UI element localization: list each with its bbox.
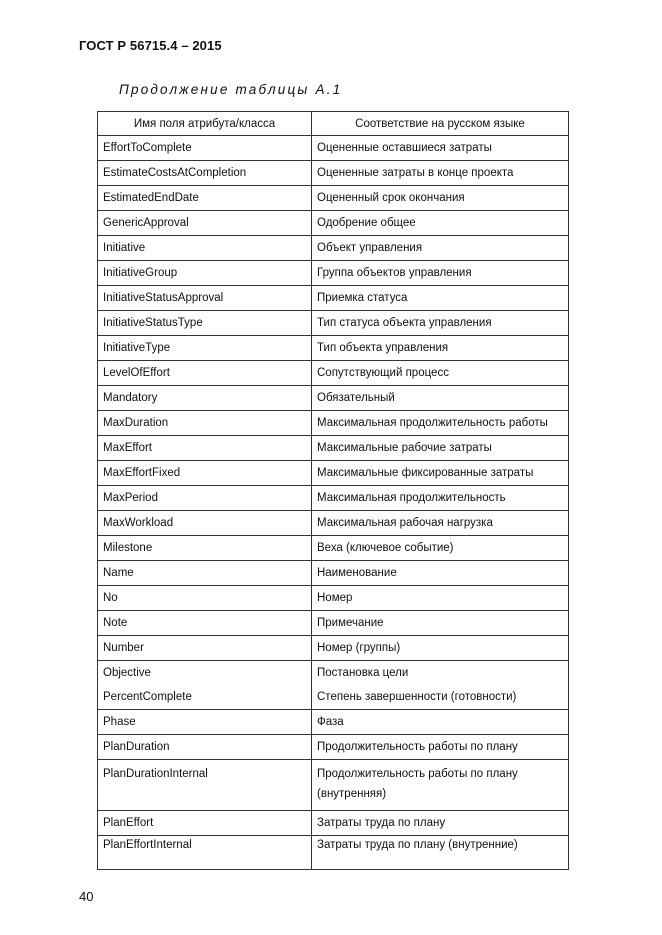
translation-cell: Тип статуса объекта управления: [312, 311, 569, 336]
translation-cell: Максимальные фиксированные затраты: [312, 461, 569, 486]
translation-cell: Затраты труда по плану: [312, 811, 569, 836]
translation-cell: Тип объекта управления: [312, 336, 569, 361]
table-row: [98, 685, 569, 710]
table-row: [98, 436, 569, 461]
table-row: [98, 311, 569, 336]
table-row: [98, 536, 569, 561]
translation-cell: Степень завершенности (готовности): [312, 685, 569, 710]
attribute-cell: Mandatory: [98, 386, 312, 411]
attribute-cell: InitiativeGroup: [98, 261, 312, 286]
translation-cell: Максимальная продолжительность: [312, 486, 569, 511]
page-number: 40: [79, 889, 94, 904]
attribute-cell: GenericApproval: [98, 211, 312, 236]
translation-cell: Сопутствующий процесс: [312, 361, 569, 386]
attribute-cell: No: [98, 586, 312, 611]
column-header-russian: Соответствие на русском языке: [312, 112, 569, 136]
translation-cell: Группа объектов управления: [312, 261, 569, 286]
table-row: [98, 636, 569, 661]
table-row: [98, 361, 569, 386]
table-row: [98, 136, 569, 161]
attribute-cell: MaxPeriod: [98, 486, 312, 511]
attribute-cell: Number: [98, 636, 312, 661]
table-row: [98, 486, 569, 511]
translation-cell: Приемка статуса: [312, 286, 569, 311]
translation-cell: Затраты труда по плану (внутренние): [312, 836, 569, 870]
translation-cell: Продолжительность работы по плану (внутренняя): [312, 760, 569, 811]
table-row: [98, 760, 569, 811]
attribute-cell: MaxWorkload: [98, 511, 312, 536]
table-row: [98, 211, 569, 236]
table-row: [98, 511, 569, 536]
translation-cell: Оцененные оставшиеся затраты: [312, 136, 569, 161]
attribute-cell: PlanDuration: [98, 735, 312, 760]
translation-cell: Веха (ключевое событие): [312, 536, 569, 561]
table-row: [98, 561, 569, 586]
translation-cell: Постановка цели: [312, 661, 569, 686]
attribute-cell: Phase: [98, 710, 312, 735]
table-row: [98, 386, 569, 411]
column-header-attribute: Имя поля атрибута/класса: [98, 112, 312, 136]
table-row: [98, 336, 569, 361]
attribute-cell: InitiativeType: [98, 336, 312, 361]
table-row: [98, 735, 569, 760]
attribute-cell: EstimateCostsAtCompletion: [98, 161, 312, 186]
translation-cell: Фаза: [312, 710, 569, 735]
document-header: ГОСТ Р 56715.4 – 2015: [79, 38, 222, 53]
translation-cell: Оцененный срок окончания: [312, 186, 569, 211]
attribute-cell: Note: [98, 611, 312, 636]
translation-cell: Максимальные рабочие затраты: [312, 436, 569, 461]
table-row: [98, 461, 569, 486]
attribute-cell: EffortToComplete: [98, 136, 312, 161]
table-row: [98, 661, 569, 686]
attribute-cell: Name: [98, 561, 312, 586]
attribute-cell: MaxEffortFixed: [98, 461, 312, 486]
translation-cell: Наименование: [312, 561, 569, 586]
table-row: [98, 836, 569, 870]
table-row: [98, 811, 569, 836]
translation-cell: Максимальная продолжительность работы: [312, 411, 569, 436]
translation-cell: Объект управления: [312, 236, 569, 261]
table-row: [98, 236, 569, 261]
table-row: [98, 186, 569, 211]
translation-cell: Примечание: [312, 611, 569, 636]
table-caption: Продолжение таблицы А.1: [119, 82, 343, 97]
table-row: [98, 261, 569, 286]
translation-cell: Продолжительность работы по плану: [312, 735, 569, 760]
table-row: [98, 286, 569, 311]
attribute-cell: PlanEffort: [98, 811, 312, 836]
attribute-cell: PlanEffortInternal: [98, 836, 312, 870]
attribute-cell: Milestone: [98, 536, 312, 561]
attribute-cell: MaxDuration: [98, 411, 312, 436]
translation-cell: Одобрение общее: [312, 211, 569, 236]
translation-cell: Обязательный: [312, 386, 569, 411]
attribute-cell: InitiativeStatusApproval: [98, 286, 312, 311]
table-row: [98, 411, 569, 436]
attribute-cell: PercentComplete: [98, 685, 312, 710]
table-header-row: [98, 112, 569, 136]
attribute-cell: Initiative: [98, 236, 312, 261]
attribute-cell: EstimatedEndDate: [98, 186, 312, 211]
attribute-cell: PlanDurationInternal: [98, 760, 312, 811]
translation-cell: Оцененные затраты в конце проекта: [312, 161, 569, 186]
translation-cell: Номер (группы): [312, 636, 569, 661]
attribute-cell: InitiativeStatusType: [98, 311, 312, 336]
table-row: [98, 611, 569, 636]
table-row: [98, 710, 569, 735]
translation-cell: Номер: [312, 586, 569, 611]
attribute-cell: MaxEffort: [98, 436, 312, 461]
attribute-table: [97, 111, 569, 870]
table-row: [98, 586, 569, 611]
attribute-cell: Objective: [98, 661, 312, 686]
translation-cell: Максимальная рабочая нагрузка: [312, 511, 569, 536]
table-row: [98, 161, 569, 186]
attribute-cell: LevelOfEffort: [98, 361, 312, 386]
